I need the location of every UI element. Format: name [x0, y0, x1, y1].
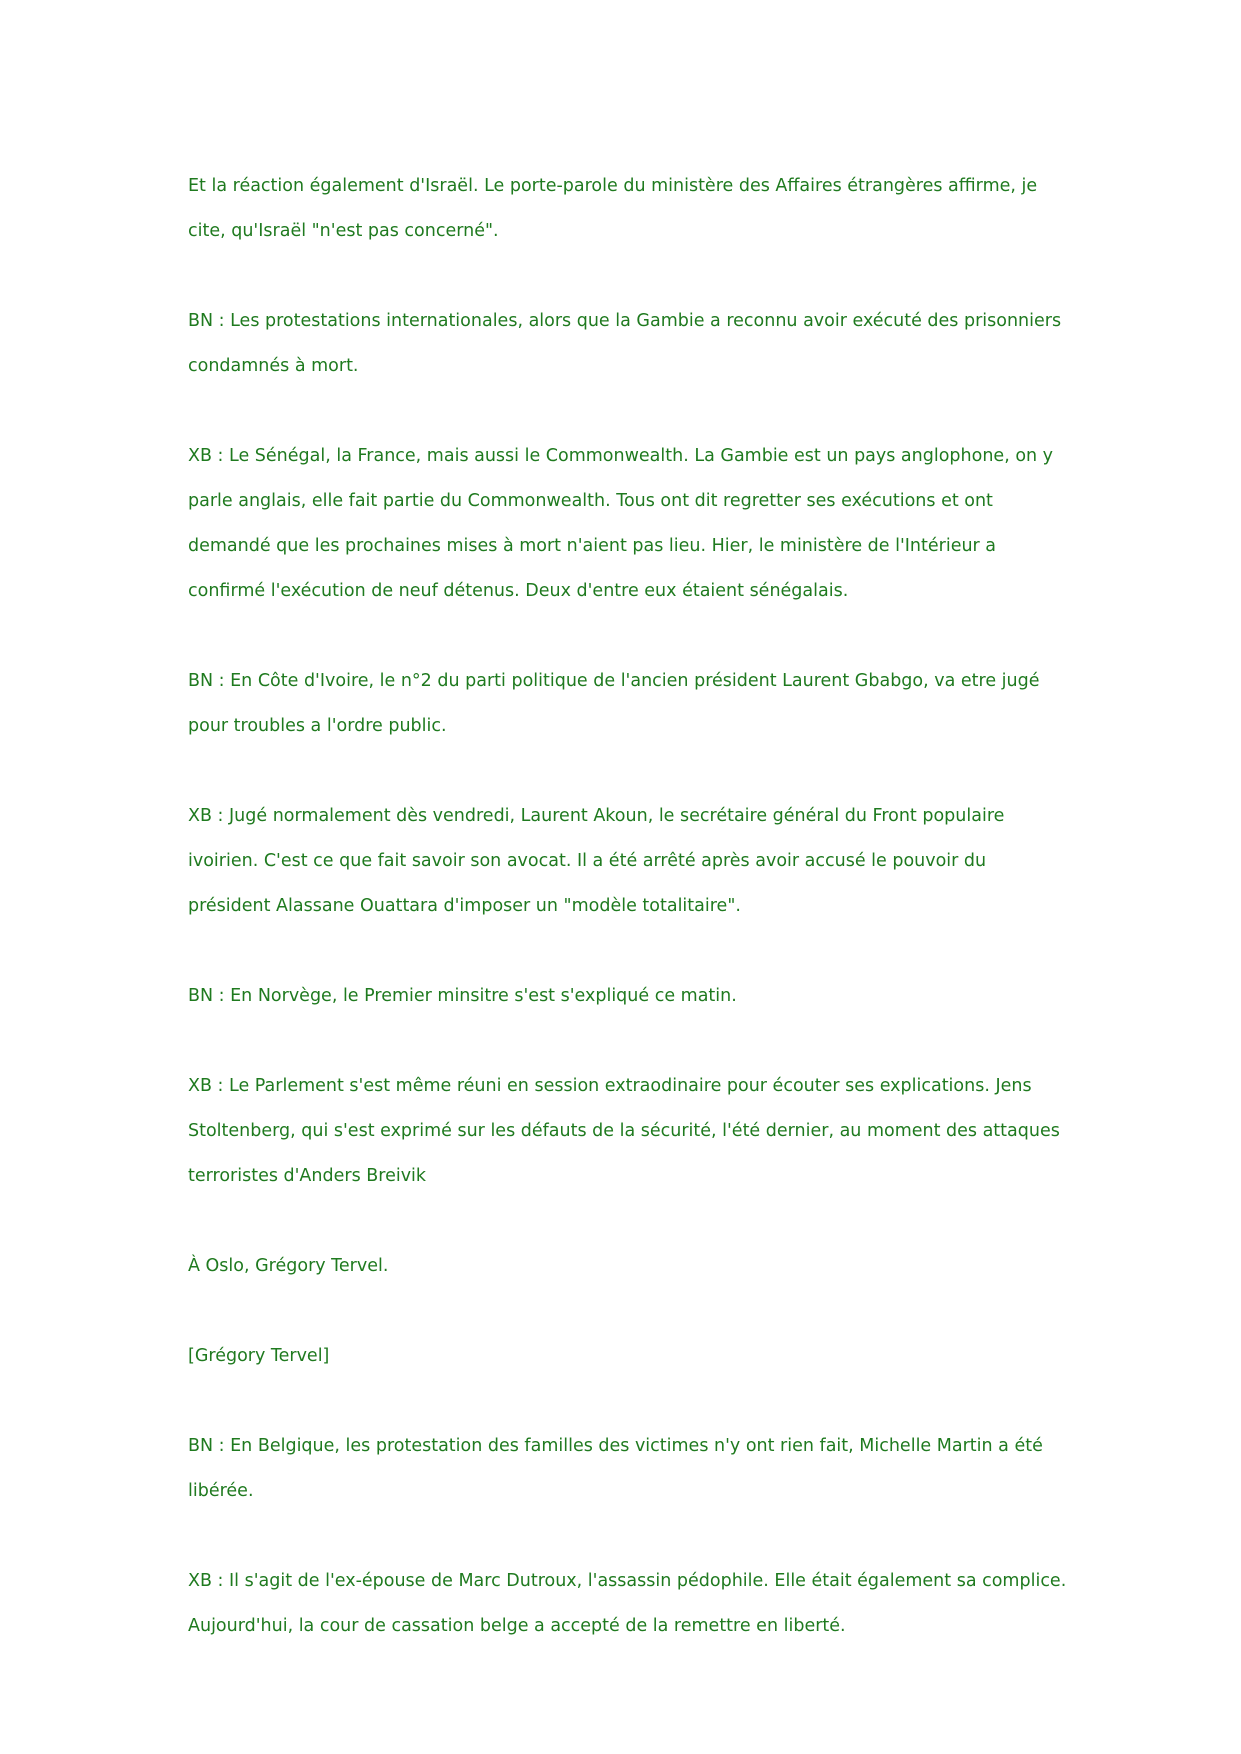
paragraph-gap — [188, 1289, 1068, 1334]
paragraph-correspondent-tag: [Grégory Tervel] — [188, 1346, 330, 1366]
paragraph-gap — [188, 749, 1068, 794]
paragraph-israel-reaction: Et la réaction également d'Israël. Le porte-parole du ministère des Affaires étrangères affirme, je cite, qu'Israël "n'est pas concerné". — [188, 176, 1038, 241]
paragraph-gap — [188, 1514, 1068, 1559]
paragraph-oslo-correspondent: À Oslo, Grégory Tervel. — [188, 1256, 389, 1276]
paragraph-gap — [188, 1019, 1068, 1064]
paragraph-gambia-intro: BN : Les protestations internationales, alors que la Gambie a reconnu avoir exécuté des prisonniers condamnés à mort. — [188, 311, 1062, 376]
paragraph-norway-details: XB : Le Parlement s'est même réuni en session extraodinaire pour écouter ses explications. Jens Stoltenberg, qui s'est exprimé sur les défauts de la sécurité, l'été dernier, au moment des attaques terroristes d'Anders Breivik — [188, 1076, 1060, 1186]
paragraph-norway-intro: BN : En Norvège, le Premier minsitre s'est s'expliqué ce matin. — [188, 986, 737, 1006]
paragraph-ivory-coast-intro: BN : En Côte d'Ivoire, le n°2 du parti politique de l'ancien président Laurent Gbabgo, va etre jugé pour troubles a l'ordre public. — [188, 671, 1040, 736]
paragraph-gambia-details: XB : Le Sénégal, la France, mais aussi le Commonwealth. La Gambie est un pays anglophone, on y parle anglais, elle fait partie du Commonwealth. Tous ont dit regretter ses exécutions et ont demandé que les prochaines mises à mort n'aient pas lieu. Hier, le ministère de l'Intérieur a confirmé l'exécution de neuf détenus. Deux d'entre eux étaient sénégalais. — [188, 446, 1054, 601]
paragraph-gap — [188, 929, 1068, 974]
transcript-body — [188, 164, 1068, 1649]
paragraph-gap — [188, 254, 1068, 299]
paragraph-gap — [188, 614, 1068, 659]
paragraph-belgium-intro: BN : En Belgique, les protestation des familles des victimes n'y ont rien fait, Michelle Martin a été libérée. — [188, 1436, 1043, 1501]
paragraph-gap — [188, 1379, 1068, 1424]
paragraph-belgium-details: XB : Il s'agit de l'ex-épouse de Marc Dutroux, l'assassin pédophile. Elle était également sa complice. Aujourd'hui, la cour de cassation belge a accepté de la remettre en liberté. — [188, 1571, 1067, 1636]
paragraph-gap — [188, 389, 1068, 434]
paragraph-ivory-coast-details: XB : Jugé normalement dès vendredi, Laurent Akoun, le secrétaire général du Front populaire ivoirien. C'est ce que fait savoir son avocat. Il a été arrêté après avoir accusé le pouvoir du président Alassane Ouattara d'imposer un "modèle totalitaire". — [188, 806, 1005, 916]
paragraph-gap — [188, 1199, 1068, 1244]
